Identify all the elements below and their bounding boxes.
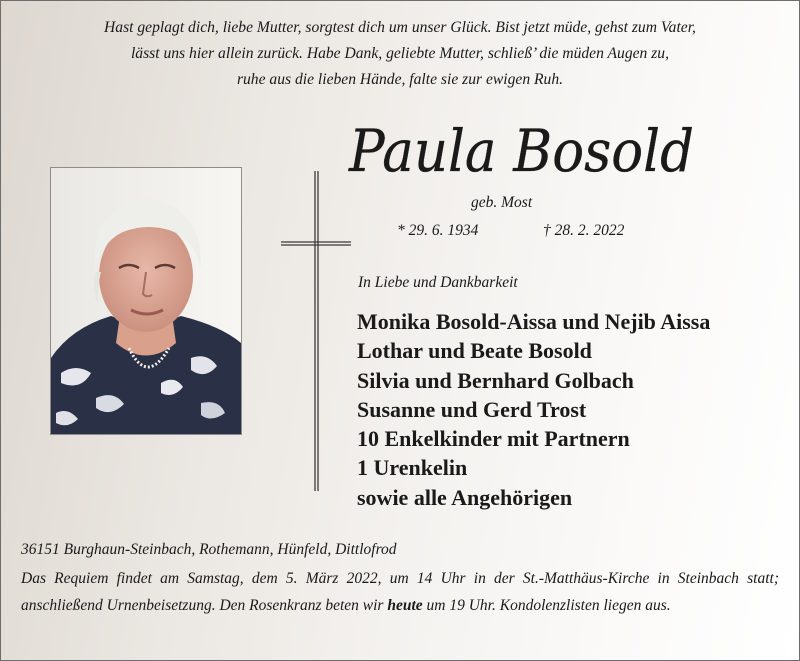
mourner-line: Monika Bosold-Aissa und Nejib Aissa (357, 309, 711, 334)
place-line: 36151 Burghaun-Steinbach, Rothemann, Hünfeld, Dittlofrod (21, 541, 397, 558)
death-date: † 28. 2. 2022 (543, 222, 625, 239)
mourners-list (357, 307, 710, 512)
poem-line: lässt uns hier allein zurück. Habe Dank, geliebte Mutter, schließ’ die müden Augen zu, (130, 45, 670, 62)
portrait-photo (50, 167, 242, 435)
mourner-line: Lothar und Beate Bosold (357, 338, 592, 364)
mourner-line: 10 Enkelkinder mit Partnern (357, 426, 630, 452)
deceased-name-text: Paula Bosold (348, 117, 694, 185)
birth-date: * 29. 6. 1934 (397, 222, 479, 239)
poem-line: Hast geplagt dich, liebe Mutter, sorgtest dich um unser Glück. Bist jetzt müde, gehst zum Vater, (104, 19, 696, 36)
maiden-name: geb. Most (471, 194, 533, 211)
deceased-name (341, 105, 716, 191)
requiem-text-end: um 19 Uhr. Kondolenzlisten liegen aus. (422, 596, 671, 614)
requiem-text: Das Requiem findet am Samstag, dem 5. März 2022, um 14 Uhr in der St.-Matthäus-Kirche in Steinbach statt; anschließend Urnenbeisetzung. Den Rosenkranz beten wir (21, 570, 779, 614)
mourner-line: Silvia und Bernhard Golbach (357, 367, 634, 393)
requiem-notice (21, 566, 779, 619)
requiem-emphasis: heute (387, 596, 423, 614)
mourner-line: Susanne und Gerd Trost (357, 396, 587, 422)
mourner-line: sowie alle Angehörigen (357, 484, 573, 510)
dedication: In Liebe und Dankbarkeit (358, 274, 518, 291)
poem-line: ruhe aus die lieben Hände, falte sie zur ewigen Ruh. (236, 71, 564, 88)
cross-symbol (281, 169, 353, 499)
poem (21, 15, 779, 93)
mourner-line: 1 Urenkelin (357, 455, 468, 481)
